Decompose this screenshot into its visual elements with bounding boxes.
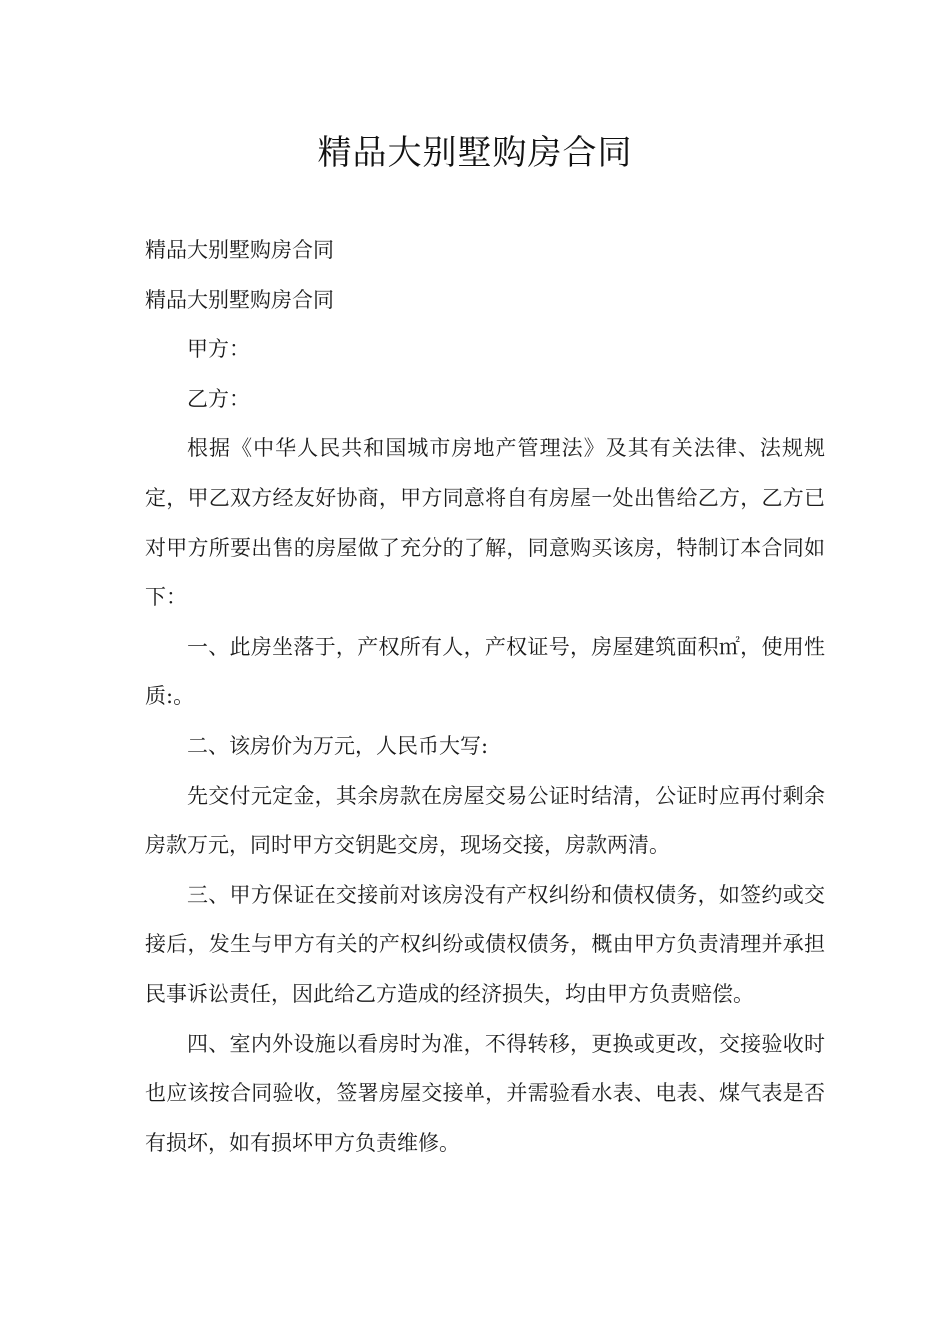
document-title: 精品大别墅购房合同 [317, 133, 633, 173]
clause-1: 一、此房坐落于，产权所有人，产权证号，房屋建筑面积㎡，使用性质:。 [145, 634, 825, 709]
clause-3: 三、甲方保证在交接前对该房没有产权纠纷和债权债务，如签约或交接后，发生与甲方有关的产权纠纷或债权债务，概由甲方负责清理并承担民事诉讼责任，因此给乙方造成的经济损失，均由甲方负责赔偿。 [145, 882, 825, 1006]
party-a-line: 甲方： [187, 337, 250, 362]
preamble-paragraph: 根据《中华人民共和国城市房地产管理法》及其有关法律、法规规定，甲乙双方经友好协商，甲方同意将自有房屋一处出售给乙方，乙方已对甲方所要出售的房屋做了充分的了解，同意购买该房，特制订本合同如下： [145, 436, 825, 610]
clause-2: 二、该房价为万元，人民币大写: [187, 733, 489, 758]
paragraph-heading-2: 精品大别墅购房合同 [145, 287, 334, 312]
clause-4: 四、室内外设施以看房时为准，不得转移，更换或更改，交接验收时也应该按合同验收，签署房屋交接单，并需验看水表、电表、煤气表是否有损坏，如有损坏甲方负责维修。 [145, 1031, 825, 1155]
document-body [145, 226, 825, 1168]
clause-2-payment: 先交付元定金，其余房款在房屋交易公证时结清，公证时应再付剩余房款万元，同时甲方交钥匙交房，现场交接，房款两清。 [145, 783, 825, 858]
paragraph-heading-1: 精品大别墅购房合同 [145, 238, 334, 262]
party-b-line: 乙方： [187, 386, 250, 411]
